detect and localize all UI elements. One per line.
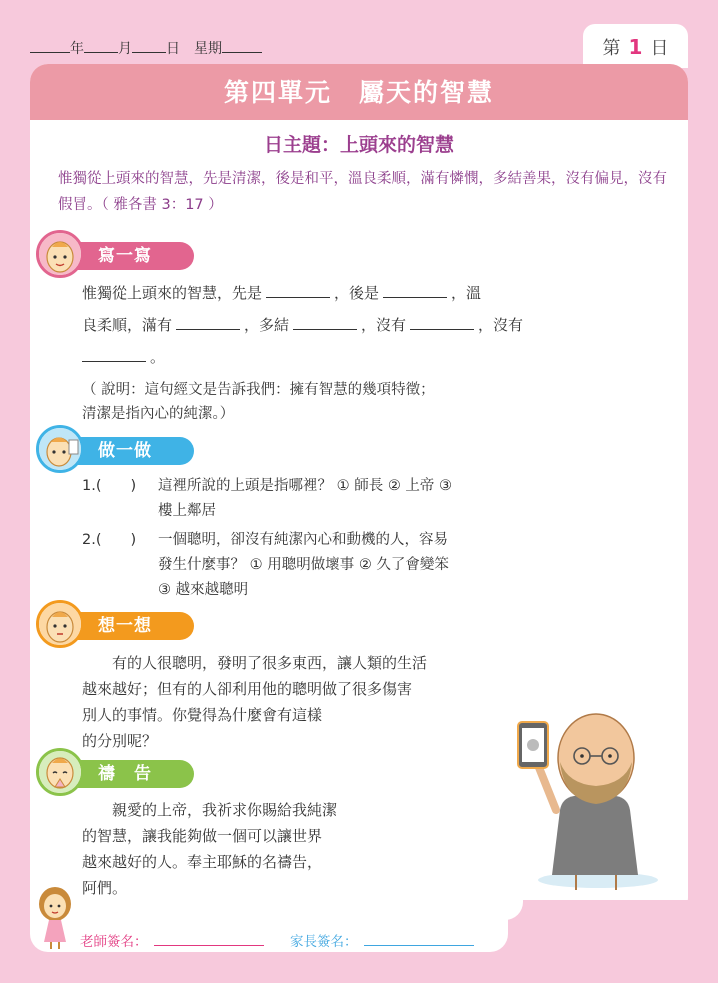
baby-face-icon bbox=[36, 748, 84, 796]
baby-face-icon bbox=[36, 425, 84, 473]
parent-signature bbox=[290, 930, 474, 950]
question-2-text-3: ③ 越來越聰明 bbox=[158, 582, 249, 598]
month-label: 月 bbox=[118, 41, 132, 57]
write-note-1: （ 說明：這句經文是告訴我們：擁有智慧的幾項特徵； bbox=[82, 382, 435, 398]
question-1-answer-box[interactable]: 1.( ) bbox=[82, 478, 137, 494]
question-2-text: 一個聰明，卻沒有純潔內心和動機的人，容易 bbox=[158, 532, 448, 548]
teacher-signature bbox=[80, 930, 264, 950]
day-prefix: 第 bbox=[602, 38, 621, 59]
teacher-signature-label: 老師簽名： bbox=[80, 934, 148, 950]
day-label: 日 bbox=[166, 41, 180, 57]
section-think-label: 想一想 bbox=[76, 612, 194, 640]
pray-line-2: 的智慧，讓我能夠做一個可以讓世界 bbox=[82, 827, 323, 845]
day-number: 1 bbox=[628, 35, 643, 59]
weekday-label: 星期 bbox=[194, 41, 222, 57]
bearded-man-illustration bbox=[512, 700, 672, 895]
section-write-label: 寫一寫 bbox=[76, 242, 194, 270]
write-line-3: 。 bbox=[82, 346, 165, 367]
baby-face-icon bbox=[36, 230, 84, 278]
baby-face-icon bbox=[36, 600, 84, 648]
unit-banner: 第四單元 屬天的智慧 bbox=[30, 64, 688, 120]
blank-2[interactable] bbox=[383, 284, 447, 298]
day-blank[interactable] bbox=[132, 41, 166, 53]
question-2-answer-box[interactable]: 2.( ) bbox=[82, 532, 137, 548]
parent-signature-label: 家長簽名： bbox=[290, 934, 358, 950]
date-line bbox=[30, 38, 262, 58]
blank-3[interactable] bbox=[176, 316, 240, 330]
parent-signature-line[interactable] bbox=[364, 934, 474, 946]
think-line-3: 別人的事情。你覺得為什麼會有這樣 bbox=[82, 706, 323, 724]
pray-line-3: 越來越好的人。奉主耶穌的名禱告， bbox=[82, 853, 323, 871]
question-2-text-2: 發生什麼事？ ① 用聰明做壞事 ② 久了會變笨 bbox=[158, 557, 449, 573]
blank-5[interactable] bbox=[410, 316, 474, 330]
daily-topic: 日主題：上頭來的智慧 bbox=[263, 134, 454, 156]
month-blank[interactable] bbox=[84, 41, 118, 53]
paper-cutout bbox=[508, 900, 688, 940]
write-note-2: 清潔是指內心的純潔。） bbox=[82, 406, 235, 422]
teacher-signature-line[interactable] bbox=[154, 934, 264, 946]
think-line-2: 越來越好；但有的人卻利用他的聰明做了很多傷害 bbox=[82, 680, 413, 698]
write-line-1: 惟獨從上頭來的智慧，先是 ，後是 ，溫 bbox=[82, 284, 482, 302]
section-do-label: 做一做 bbox=[76, 437, 194, 465]
pray-line-1: 親愛的上帝，我祈求你賜給我純潔 bbox=[112, 801, 338, 819]
blank-1[interactable] bbox=[266, 284, 330, 298]
day-tab bbox=[583, 24, 688, 68]
blank-4[interactable] bbox=[293, 316, 357, 330]
day-suffix: 日 bbox=[650, 38, 669, 59]
year-blank[interactable] bbox=[30, 41, 70, 53]
smartphone-icon bbox=[522, 736, 548, 774]
pray-line-4: 阿們。 bbox=[82, 879, 128, 897]
think-line-4: 的分別呢？ bbox=[82, 732, 158, 750]
blank-6[interactable] bbox=[82, 348, 146, 362]
year-label: 年 bbox=[70, 41, 84, 57]
section-pray-label: 禱 告 bbox=[76, 760, 194, 788]
think-line-1: 有的人很聰明，發明了很多東西，讓人類的生活 bbox=[112, 654, 428, 672]
write-line-2: 良柔順，滿有 ，多結 ，沒有 ，沒有 bbox=[82, 316, 524, 334]
bible-verse: 惟獨從上頭來的智慧，先是清潔，後是和平，溫良柔順，滿有憐憫，多結善果，沒有偏見，沒有假冒。（ 雅各書 3：17 ） bbox=[58, 171, 667, 213]
weekday-blank[interactable] bbox=[222, 41, 262, 53]
question-1-text-2: 樓上鄰居 bbox=[158, 503, 216, 519]
question-1-text: 這裡所說的上頭是指哪裡？ ① 師長 ② 上帝 ③ bbox=[158, 478, 453, 494]
girl-illustration bbox=[34, 886, 76, 950]
